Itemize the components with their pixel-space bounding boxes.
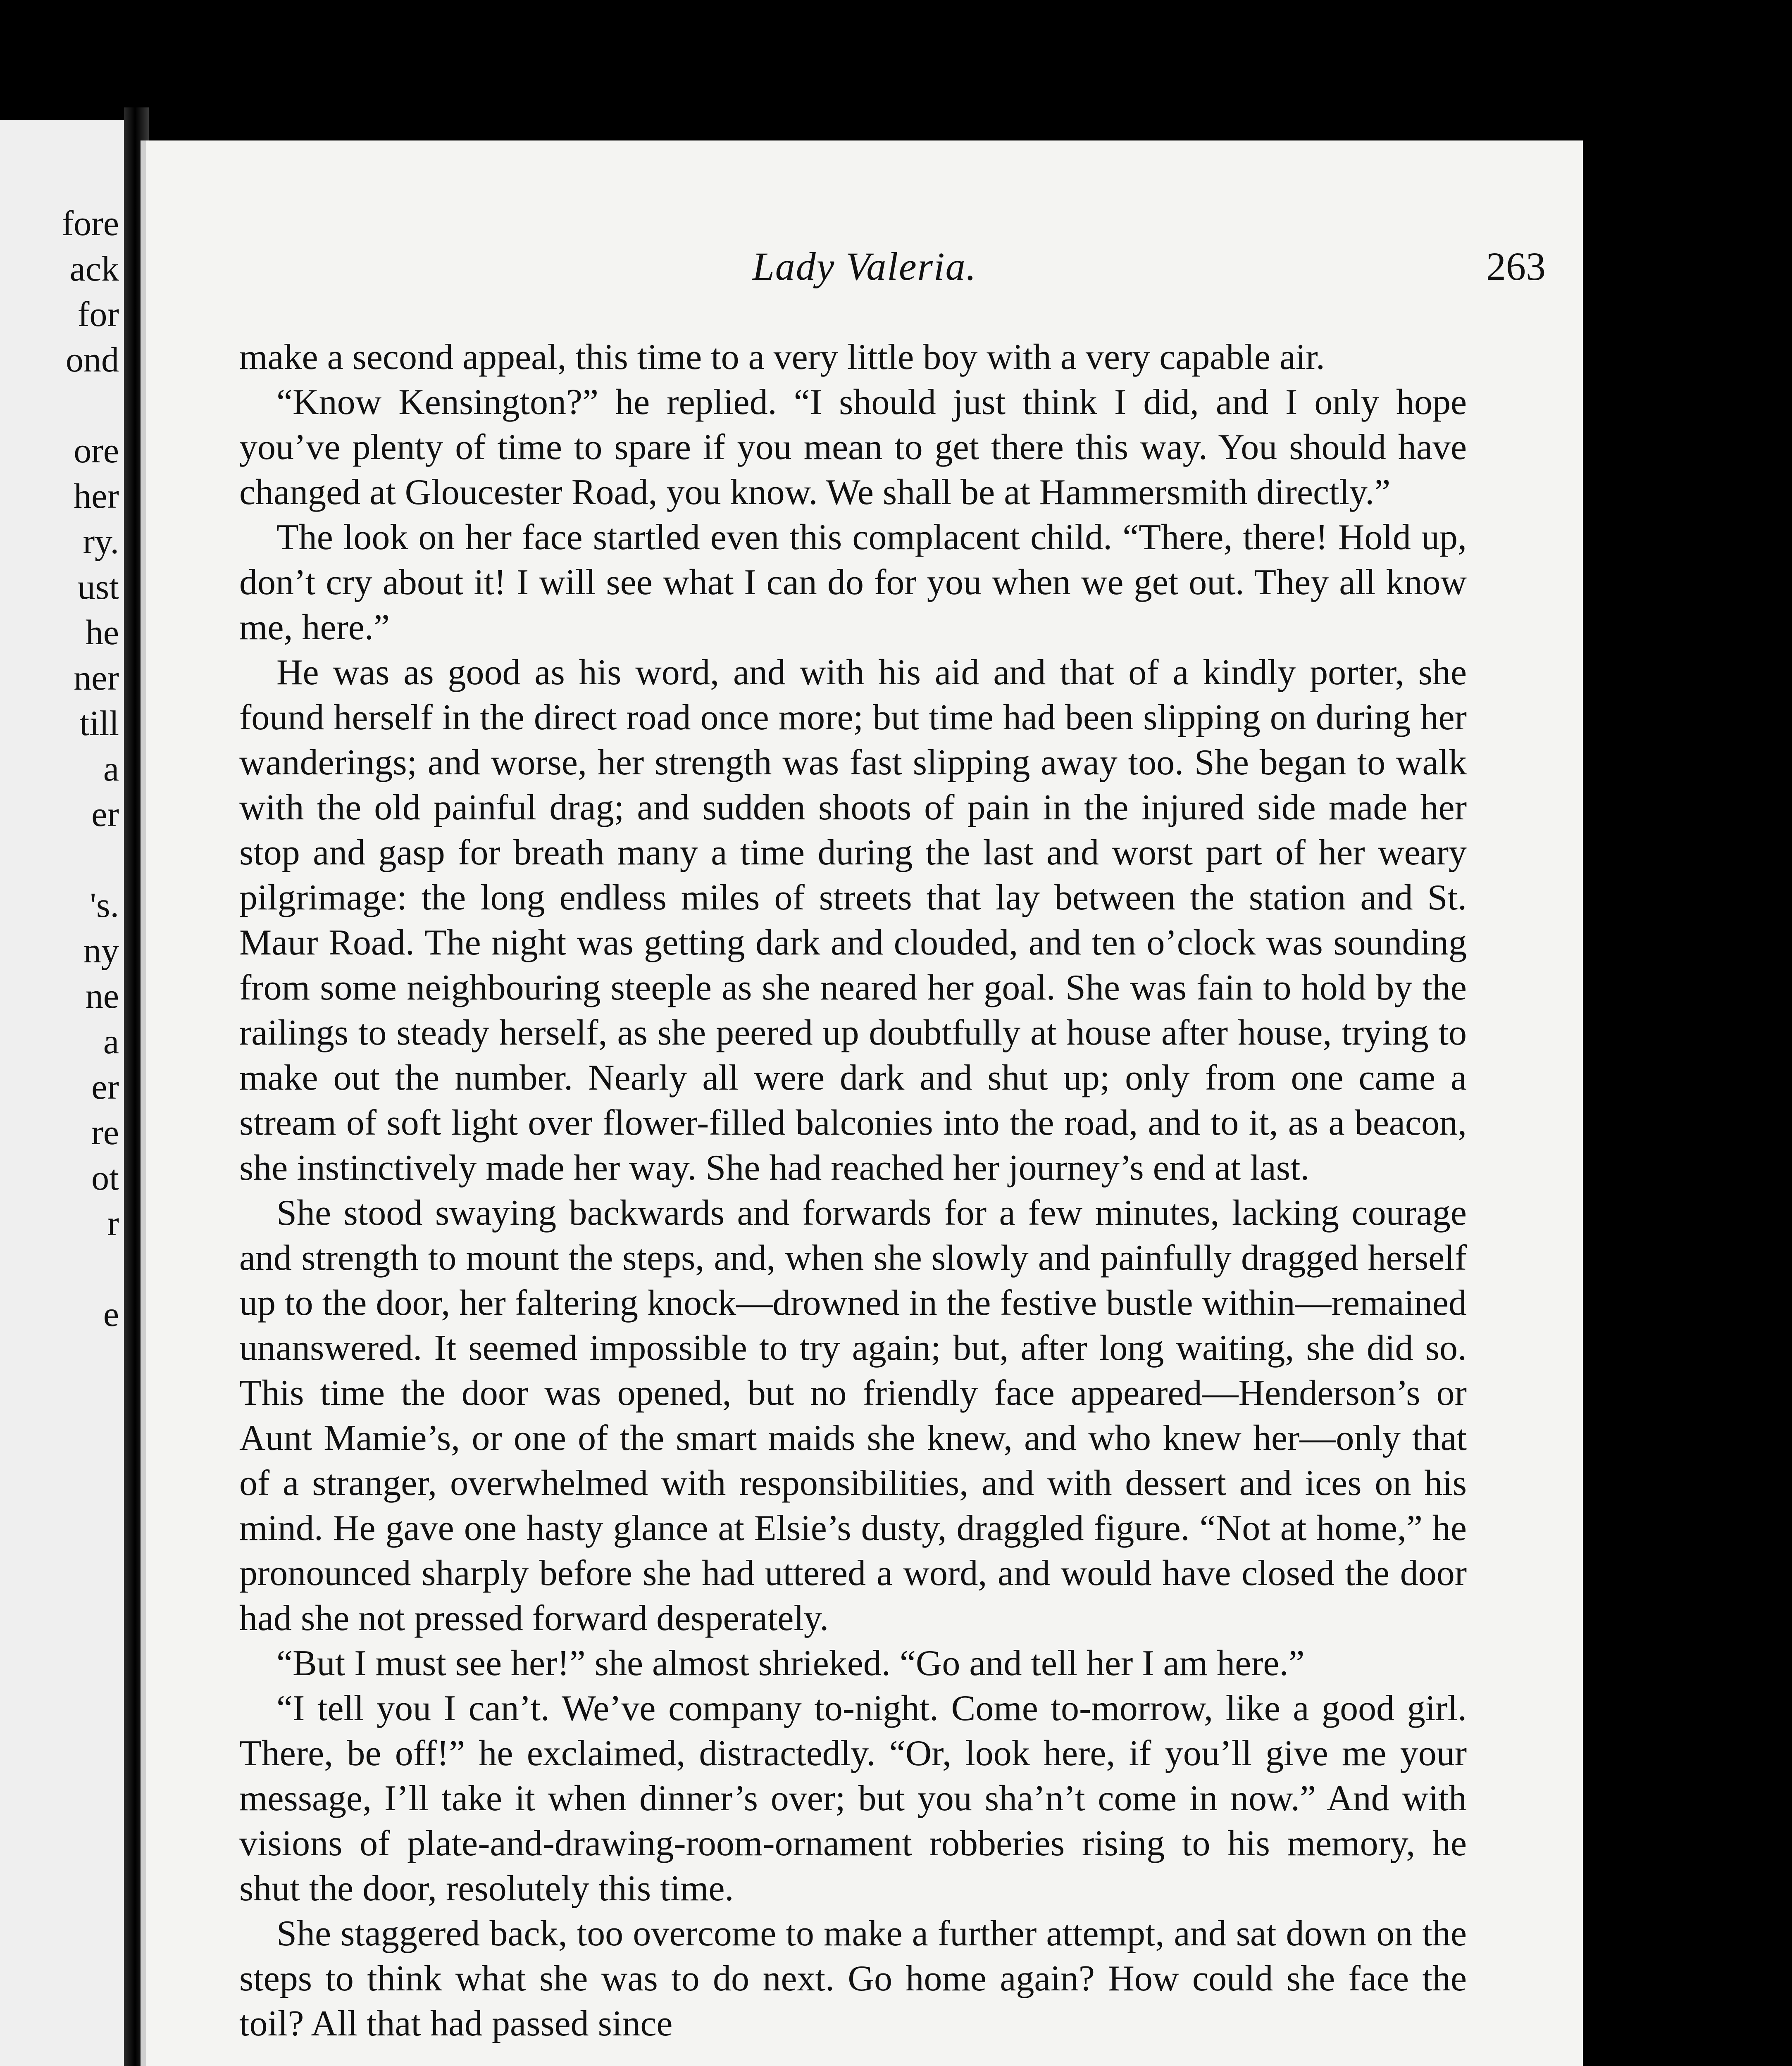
previous-page-fragment: a: [103, 749, 119, 788]
previous-page-fragment: 's.: [90, 885, 119, 925]
body-text: [239, 335, 1467, 2046]
previous-page-fragment: ot: [91, 1158, 119, 1197]
previous-page-fragment: till: [79, 703, 119, 743]
paragraph: She staggered back, too overcome to make a further attempt, and sat down on the steps to think what she was to do next. Go home again? How could she face the toil? All that had passed since: [239, 1914, 1467, 2044]
previous-page-fragment: re: [91, 1112, 119, 1152]
paragraph: He was as good as his word, and with his aid and that of a kindly porter, she found herself in the direct road once more; but time had been slipping on during her wanderings; and worse, her strength was fast slipping away too. She began to walk with the old painful drag; and sudden shoots of pain in the injured side made her stop and gasp for breath many a time during the last and worst part of her weary pilgrimage: the long endless miles of streets that lay between the station and St. Maur Road. The night was getting dark and clouded, and ten o’clock was sounding from some neighbouring steeple as she neared her goal. She was fain to hold by the railings to steady herself, as she peered up doubtfully at house after house, trying to make out the number. Nearly all were dark and shut up; only from one came a stream of soft light over flower-filled balconies into the road, and to it, as a beacon, she instinctively made her way. She had reached her journey’s end at last.: [239, 652, 1467, 1188]
previous-page-fragment: ne: [85, 976, 119, 1016]
previous-page-fragment: ry.: [83, 521, 119, 561]
previous-page-fragment: a: [103, 1021, 119, 1061]
previous-page-fragment: ack: [69, 249, 119, 288]
book-page: [141, 140, 1583, 2066]
previous-page-fragment: ner: [74, 658, 119, 697]
paragraph: “But I must see her!” she almost shrieked. “Go and tell her I am here.”: [276, 1643, 1305, 1683]
previous-page-fragment: ny: [83, 931, 119, 970]
previous-page-fragment: ore: [74, 431, 119, 470]
previous-page-fragment: er: [91, 1067, 119, 1107]
previous-page-fragment: ust: [77, 567, 119, 607]
paragraph: She stood swaying backwards and forwards for a few minutes, lacking courage and strength to mount the steps, and, when she slowly and painfully dragged herself up to the door, her faltering knock—drowned in the festive bustle within—remained unanswered. It seemed impossible to try again; but, after long waiting, she did so. This time the door was opened, but no friendly face appeared—Henderson’s or Aunt Mamie’s, or one of the smart maids she knew, and who knew her—only that of a stranger, overwhelmed with responsibilities, and with dessert and ices on his mind. He gave one hasty glance at Elsie’s dusty, draggled figure. “Not at home,” he pronounced sharply before she had uttered a word, and would have closed the door had she not pressed forward desperately.: [239, 1193, 1467, 1638]
previous-page-fragment: he: [85, 612, 119, 652]
paragraph: “I tell you I can’t. We’ve company to-night. Come to-morrow, like a good girl. There, be off!” he exclaimed, distractedly. “Or, look here, if you’ll give me your message, I’ll take it when dinner’s over; but you sha’n’t come in now.” And with visions of plate-and-drawing-room-ornament robberies rising to his memory, he shut the door, resolutely this time.: [239, 1688, 1467, 1909]
running-head: [146, 244, 1583, 289]
previous-page-fragment: e: [103, 1294, 119, 1334]
paragraph: “Know Kensington?” he replied. “I should just think I did, and I only hope you’ve plenty of time to spare if you mean to get there this way. You should have changed at Gloucester Road, you know. We shall be at Hammersmith directly.”: [239, 382, 1467, 512]
paragraph: The look on her face startled even this complacent child. “There, there! Hold up, don’t cry about it! I will see what I can do for you when we get out. They all know me, here.”: [239, 517, 1467, 647]
previous-page-fragment: er: [91, 794, 119, 834]
previous-page-edge: [0, 120, 124, 2066]
previous-page-fragment: for: [77, 294, 119, 334]
previous-page-fragment: fore: [62, 203, 119, 243]
running-title: Lady Valeria.: [752, 244, 977, 288]
previous-page-fragment: ond: [66, 340, 119, 379]
previous-page-fragment: r: [107, 1203, 119, 1243]
page-number: 263: [1486, 244, 1546, 288]
previous-page-fragment: her: [74, 476, 119, 516]
paragraph: make a second appeal, this time to a very little boy with a very capable air.: [239, 337, 1325, 377]
